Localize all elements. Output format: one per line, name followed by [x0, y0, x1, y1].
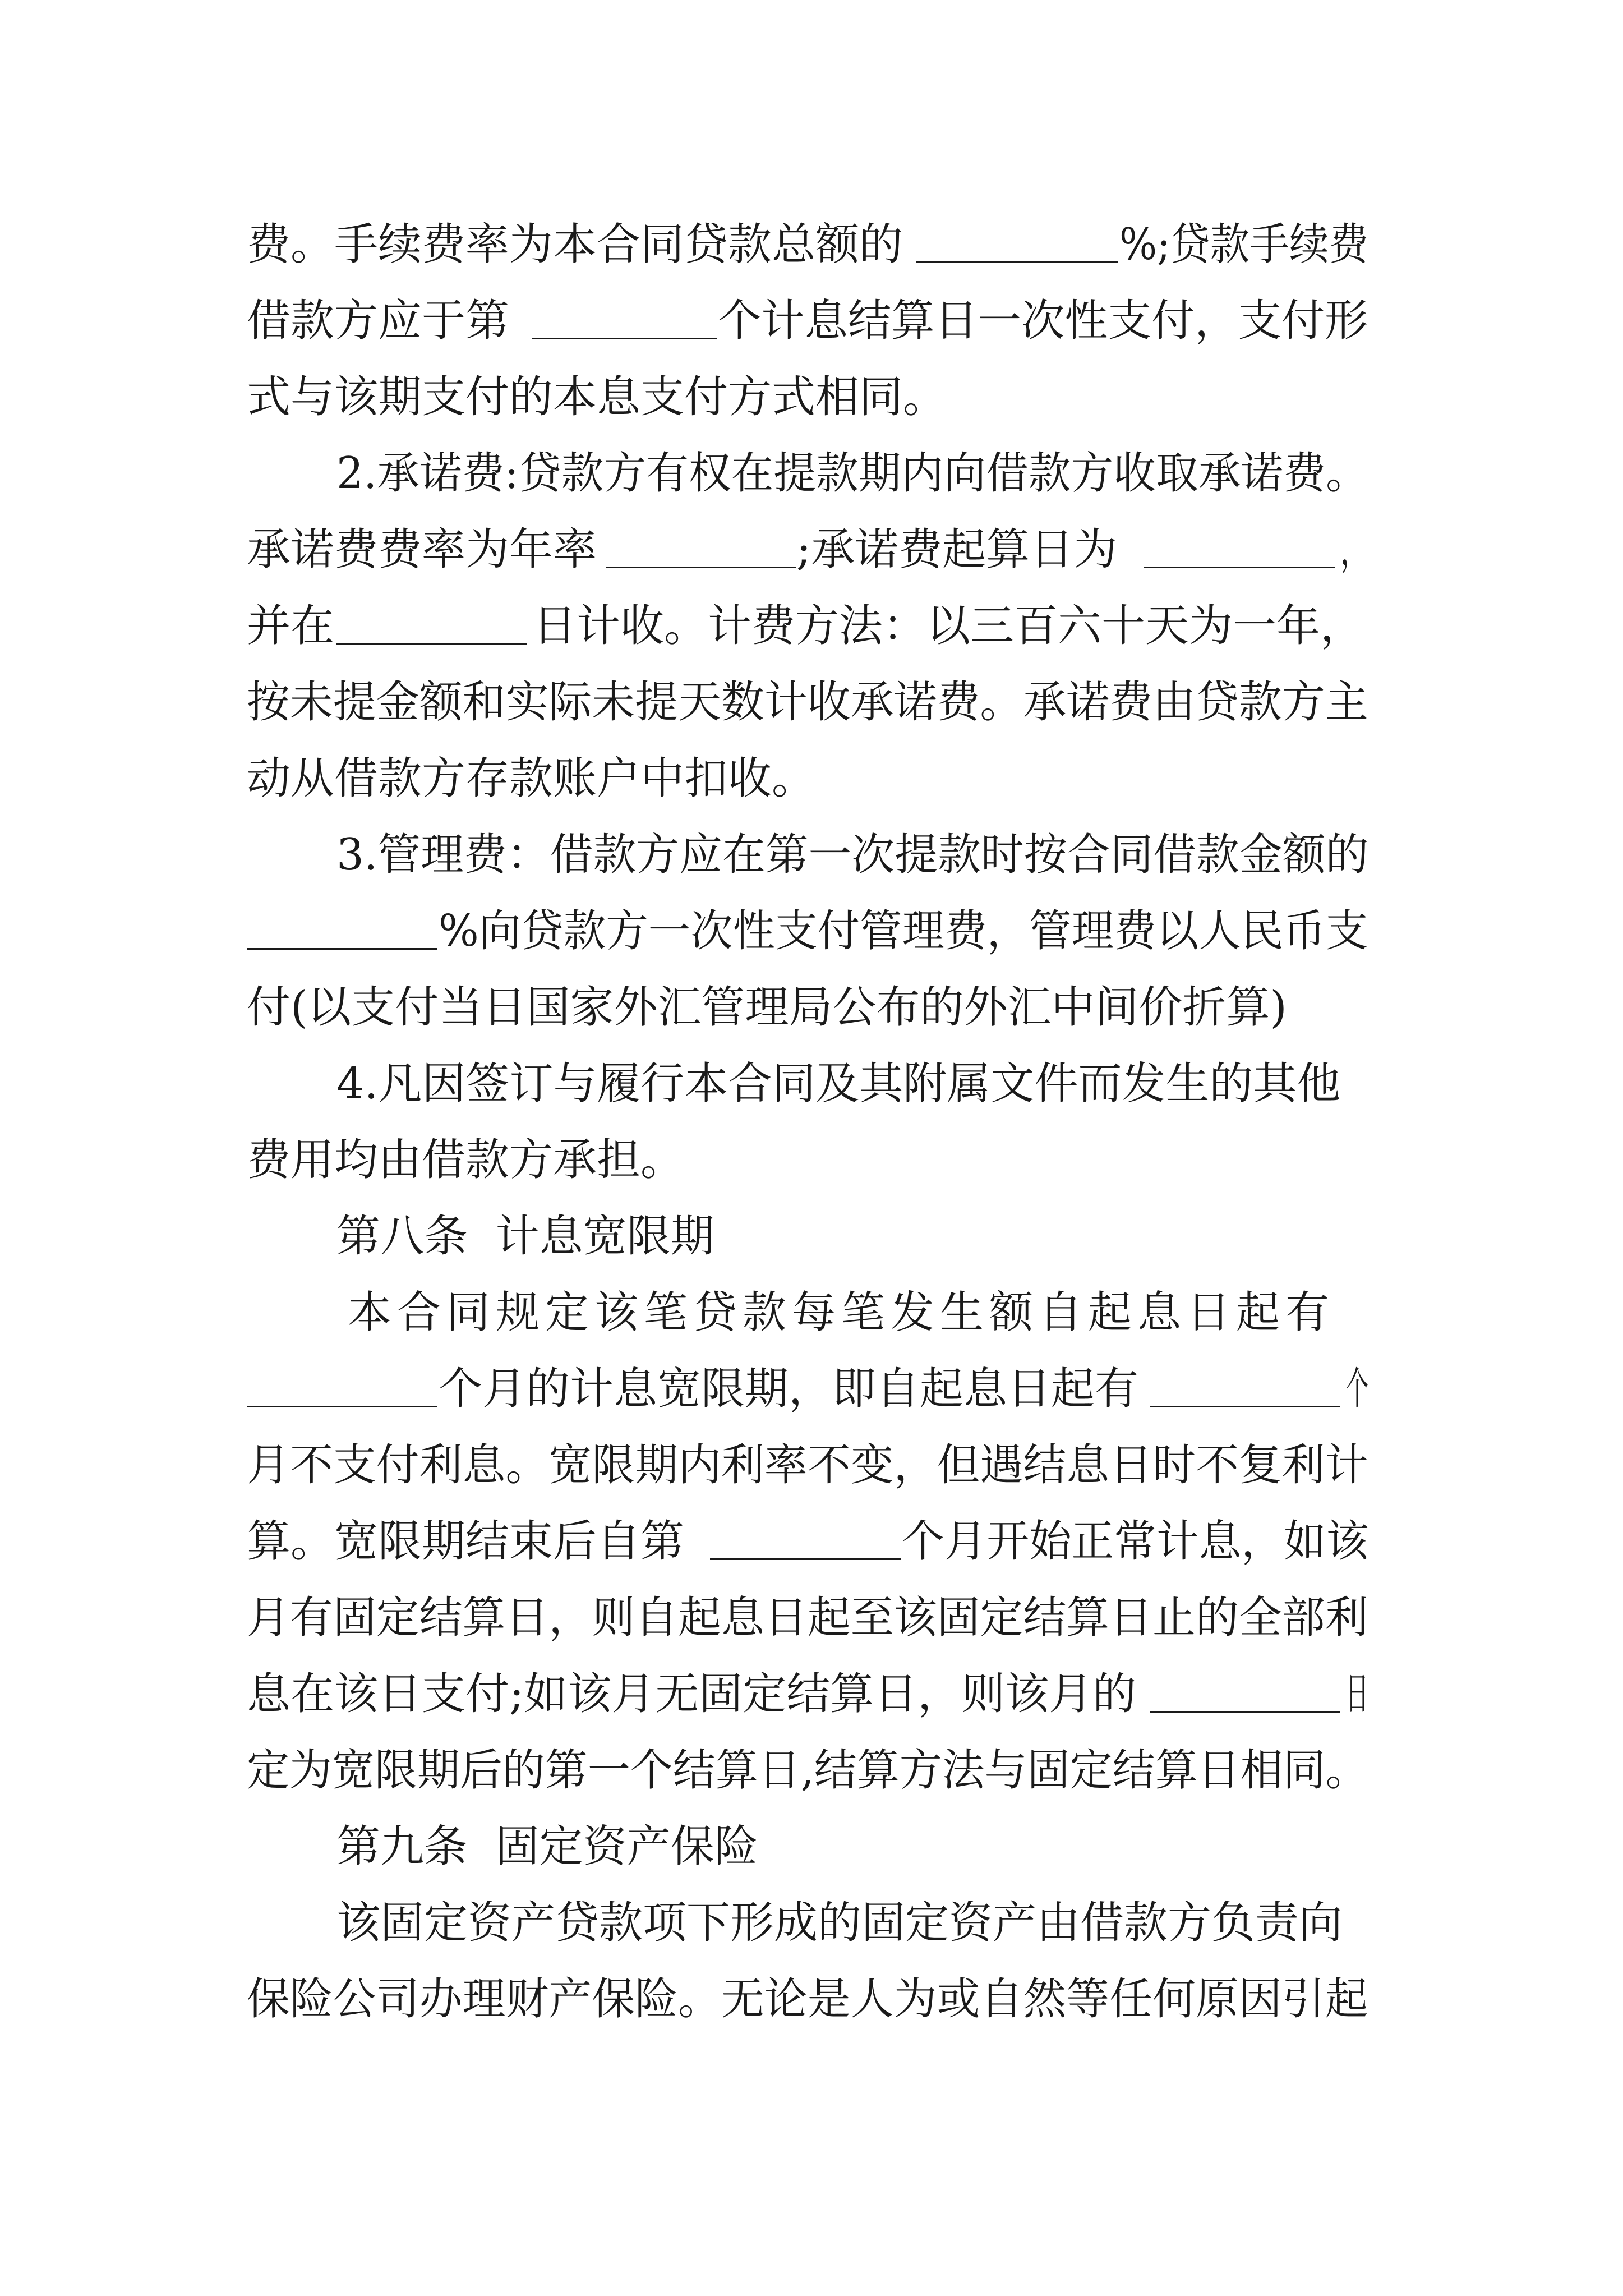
- fill-in-blank[interactable]: [532, 294, 717, 339]
- text-segment: 定为宽限期后的第一个结算日,结算方法与固定结算日相同。: [247, 1745, 1368, 1796]
- text-line: [0, 358, 1623, 436]
- text-line: [0, 434, 1623, 513]
- text-line: [0, 1579, 1623, 1657]
- fill-in-blank[interactable]: [710, 1515, 901, 1560]
- text-segment: 日计收。计费方法：以三百六十天为一年，: [533, 601, 1364, 651]
- section-heading: [0, 1197, 1623, 1276]
- text-segment: 4.凡因签订与履行本合同及其附属文件而发生的其他: [336, 1059, 1341, 1109]
- text-segment: 付(以支付当日国家外汇管理局公布的外汇中间价折算): [247, 982, 1287, 1033]
- text-line: [0, 663, 1623, 742]
- text-segment: 个: [1346, 1364, 1369, 1414]
- fill-in-blank[interactable]: [606, 523, 796, 568]
- text-segment: 保险公司办理财产保险。无论是人为或自然等任何原因引起: [247, 1974, 1368, 2024]
- text-segment: 并在: [247, 601, 335, 651]
- text-line: [0, 510, 1623, 589]
- text-segment: ;承诺费起算日为: [796, 524, 1118, 575]
- text-segment: 费。手续费率为本合同贷款总额的: [247, 219, 903, 270]
- text-segment: 按未提金额和实际未提天数计收承诺费。承诺费由贷款方主: [247, 677, 1368, 728]
- text-line: [0, 1884, 1623, 1962]
- text-line: [0, 892, 1623, 970]
- text-line: [0, 968, 1623, 1047]
- text-segment: 借款方应于第: [247, 296, 510, 346]
- text-line: [0, 816, 1623, 894]
- text-segment: 动从借款方存款账户中扣收。: [247, 753, 816, 804]
- text-segment: 3.管理费：借款方应在第一次提款时按合同借款金额的: [336, 830, 1369, 880]
- text-line: [0, 1960, 1623, 2039]
- text-segment: 月有固定结算日，则自起息日起至该固定结算日止的全部利: [247, 1593, 1368, 1643]
- fill-in-blank[interactable]: [1144, 523, 1335, 568]
- fill-in-blank[interactable]: [916, 218, 1118, 263]
- text-segment: 算。宽限期结束后自第: [247, 1516, 685, 1567]
- text-segment: 第九条 固定资产保险: [336, 1821, 758, 1872]
- text-segment: 式与该期支付的本息支付方式相同。: [247, 372, 947, 422]
- text-line: [0, 1731, 1623, 1810]
- text-line: [0, 1045, 1623, 1123]
- text-segment: 个月开始正常计息，如该: [902, 1516, 1369, 1567]
- fill-in-blank[interactable]: [1150, 1667, 1340, 1713]
- text-line: [0, 1502, 1623, 1581]
- text-segment: 承诺费费率为年率: [247, 524, 597, 575]
- text-segment: 该固定资产贷款项下形成的固定资产由借款方负责向: [336, 1898, 1343, 1948]
- text-segment: 日: [1346, 1669, 1369, 1719]
- text-segment: 个月的计息宽限期，即自起息日起有: [439, 1364, 1139, 1414]
- text-segment: 2.承诺费:贷款方有权在提款期内向借款方收取承诺费。: [336, 448, 1368, 499]
- text-line: [0, 739, 1623, 818]
- text-segment: 月不支付利息。宽限期内利率不变，但遇结息日时不复利计: [247, 1440, 1368, 1490]
- text-line: [0, 205, 1623, 284]
- text-line: [0, 587, 1623, 665]
- text-line: [0, 1350, 1623, 1428]
- text-segment: 个计息结算日一次性支付，支付形: [718, 296, 1368, 346]
- fill-in-blank[interactable]: [1150, 1362, 1340, 1407]
- text-line: [0, 1426, 1623, 1504]
- text-segment: %;贷款手续费: [1119, 219, 1369, 270]
- text-line: [0, 1273, 1623, 1352]
- text-line: [0, 1121, 1623, 1199]
- text-segment: 本合同规定该笔贷款每笔发生额自起息日起有: [348, 1287, 1335, 1338]
- text-segment: ，: [1340, 524, 1369, 575]
- text-segment: %向贷款方一次性支付管理费，管理费以人民币支: [439, 906, 1368, 956]
- section-heading: [0, 1807, 1623, 1886]
- text-line: [0, 282, 1623, 360]
- text-segment: 第八条 计息宽限期: [336, 1211, 714, 1262]
- fill-in-blank[interactable]: [247, 904, 437, 950]
- fill-in-blank[interactable]: [336, 599, 527, 645]
- fill-in-blank[interactable]: [247, 1362, 437, 1407]
- text-segment: 费用均由借款方承担。: [247, 1135, 685, 1185]
- text-line: [0, 1655, 1623, 1733]
- text-segment: 息在该日支付;如该月无固定结算日，则该月的: [247, 1669, 1137, 1719]
